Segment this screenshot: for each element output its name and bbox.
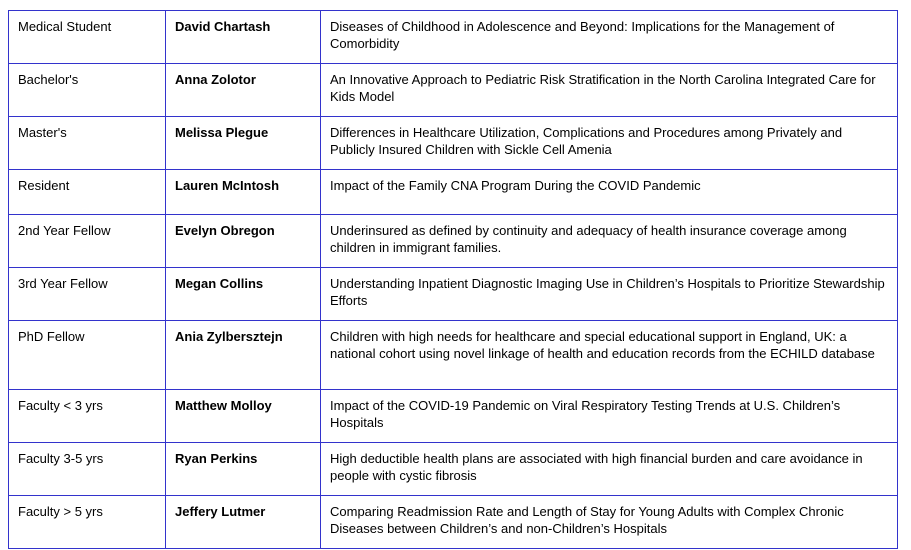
table-row xyxy=(9,64,898,117)
awardee-name-cell: Melissa Plegue xyxy=(166,117,321,170)
awardee-name-cell: Matthew Molloy xyxy=(166,390,321,443)
category-cell: Medical Student xyxy=(9,11,166,64)
category-cell: Resident xyxy=(9,170,166,215)
abstract-title-cell: Diseases of Childhood in Adolescence and Beyond: Implications for the Management of Comorbidity xyxy=(321,11,898,64)
awardee-name-cell: Ania Zylbersztejn xyxy=(166,321,321,390)
abstract-title-cell: Differences in Healthcare Utilization, Complications and Procedures among Privately and Publicly Insured Children with Sickle Cell Amenia xyxy=(321,117,898,170)
abstract-title-cell: Understanding Inpatient Diagnostic Imaging Use in Children’s Hospitals to Prioritize Stewardship Efforts xyxy=(321,268,898,321)
table-row xyxy=(9,170,898,215)
category-cell: Faculty < 3 yrs xyxy=(9,390,166,443)
table-row xyxy=(9,443,898,496)
category-cell: Faculty > 5 yrs xyxy=(9,496,166,549)
category-cell: 2nd Year Fellow xyxy=(9,215,166,268)
table-row xyxy=(9,11,898,64)
awardee-name-cell: David Chartash xyxy=(166,11,321,64)
abstract-title-cell: Impact of the Family CNA Program During the COVID Pandemic xyxy=(321,170,898,215)
awardee-name-cell: Lauren McIntosh xyxy=(166,170,321,215)
table-row xyxy=(9,321,898,390)
category-cell: Master's xyxy=(9,117,166,170)
category-cell: PhD Fellow xyxy=(9,321,166,390)
abstract-title-cell: An Innovative Approach to Pediatric Risk Stratification in the North Carolina Integrated Care for Kids Model xyxy=(321,64,898,117)
abstract-title-cell: Impact of the COVID-19 Pandemic on Viral Respiratory Testing Trends at U.S. Children’s Hospitals xyxy=(321,390,898,443)
table-row xyxy=(9,215,898,268)
category-cell: Bachelor's xyxy=(9,64,166,117)
abstract-title-cell: Underinsured as defined by continuity and adequacy of health insurance coverage among children in immigrant families. xyxy=(321,215,898,268)
abstract-title-cell: Comparing Readmission Rate and Length of Stay for Young Adults with Complex Chronic Diseases between Children’s and non-Children’s Hospitals xyxy=(321,496,898,549)
awardee-name-cell: Ryan Perkins xyxy=(166,443,321,496)
table-row xyxy=(9,496,898,549)
table-row xyxy=(9,117,898,170)
awardee-name-cell: Anna Zolotor xyxy=(166,64,321,117)
table-row xyxy=(9,390,898,443)
abstract-title-cell: Children with high needs for healthcare and special educational support in England, UK: a national cohort using novel linkage of health and education records from the ECHILD database xyxy=(321,321,898,390)
category-cell: Faculty 3-5 yrs xyxy=(9,443,166,496)
table-row xyxy=(9,268,898,321)
awards-table xyxy=(8,10,898,549)
awardee-name-cell: Jeffery Lutmer xyxy=(166,496,321,549)
awardee-name-cell: Evelyn Obregon xyxy=(166,215,321,268)
abstract-title-cell: High deductible health plans are associated with high financial burden and care avoidance in people with cystic fibrosis xyxy=(321,443,898,496)
awardee-name-cell: Megan Collins xyxy=(166,268,321,321)
category-cell: 3rd Year Fellow xyxy=(9,268,166,321)
